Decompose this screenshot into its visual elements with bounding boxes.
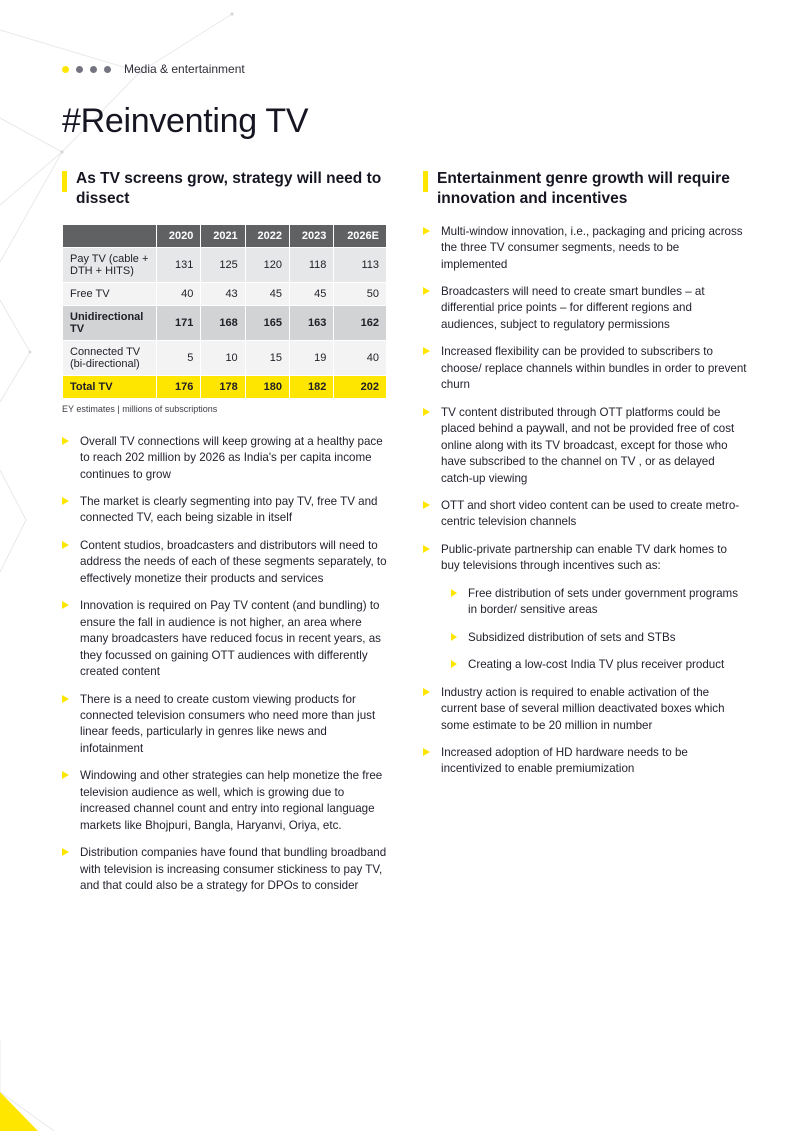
table-cell: 45 [245, 282, 289, 305]
table-cell: 125 [201, 247, 245, 282]
bullet-triangle-icon [62, 848, 69, 856]
bullet-triangle-icon [423, 688, 430, 696]
table-cell: 162 [334, 305, 387, 340]
left-column [62, 169, 387, 906]
left-section-heading [62, 169, 387, 209]
bullet-triangle-icon [423, 408, 430, 416]
table-cell: 182 [290, 375, 334, 398]
table-header-cell: 2022 [245, 224, 289, 247]
list-item [62, 494, 387, 527]
bullet-triangle-icon [62, 437, 69, 445]
left-bullet-list [62, 434, 387, 906]
bullet-triangle-icon [62, 497, 69, 505]
table-cell: 5 [157, 340, 201, 375]
table-cell: 10 [201, 340, 245, 375]
sub-list-item [451, 630, 748, 646]
bullet-triangle-icon [423, 748, 430, 756]
bullet-triangle-icon [62, 771, 69, 779]
bullet-text: OTT and short video content can be used to create metro-centric television channels [441, 499, 740, 529]
dot-icon [90, 66, 97, 73]
table-header-cell: 2021 [201, 224, 245, 247]
table-cell: 180 [245, 375, 289, 398]
list-item [423, 498, 748, 531]
table-cell: 50 [334, 282, 387, 305]
bullet-text: There is a need to create custom viewing products for connected television consumers who need more than just linear feeds, particularly in genres like news and infotainment [80, 692, 376, 755]
bullet-text: Industry action is required to enable activation of the current base of several million deactivated boxes which some estimate to be 20 million in number [441, 685, 725, 732]
right-column [423, 169, 748, 906]
bullet-text: Multi-window innovation, i.e., packaging and pricing across the three TV consumer segments, needs to be implemented [441, 224, 743, 271]
accent-bar [62, 171, 67, 192]
page-title: #Reinventing TV [62, 102, 309, 140]
table-cell: 178 [201, 375, 245, 398]
sub-list-item [451, 586, 748, 619]
right-bullet-list [423, 224, 748, 789]
table-cell: 168 [201, 305, 245, 340]
section-eyebrow [62, 62, 748, 76]
table-header-cell: 2026E [334, 224, 387, 247]
list-item [62, 538, 387, 587]
table-cell: 165 [245, 305, 289, 340]
list-item [423, 745, 748, 778]
table-cell: Unidirectional TV [63, 305, 157, 340]
bullet-triangle-icon [451, 633, 457, 641]
list-item [62, 768, 387, 834]
bullet-triangle-icon [62, 601, 69, 609]
table-cell: 171 [157, 305, 201, 340]
table-header-cell: 2023 [290, 224, 334, 247]
eyebrow-label: Media & entertainment [124, 62, 245, 76]
bullet-triangle-icon [62, 695, 69, 703]
table-cell: 40 [157, 282, 201, 305]
table-row-total [63, 375, 387, 398]
bullet-triangle-icon [451, 589, 457, 597]
bullet-triangle-icon [451, 660, 457, 668]
list-item [423, 224, 748, 273]
bullet-triangle-icon [423, 227, 430, 235]
table-cell: 15 [245, 340, 289, 375]
table-row [63, 282, 387, 305]
bullet-text: Subsidized distribution of sets and STBs [468, 630, 676, 644]
bullet-text: The market is clearly segmenting into pay TV, free TV and connected TV, each being sizable in itself [80, 495, 378, 525]
table-cell: 163 [290, 305, 334, 340]
table-row [63, 305, 387, 340]
table-cell: Connected TV (bi-directional) [63, 340, 157, 375]
table-cell: 19 [290, 340, 334, 375]
table-header-cell [63, 224, 157, 247]
bullet-text: Innovation is required on Pay TV content (and bundling) to ensure the fall in audience is not higher, an area where many broadcasters have reduced focus in recent years, as they focussed on gaining OTT audiences with differently created content [80, 599, 381, 679]
bullet-triangle-icon [62, 541, 69, 549]
table-cell: 118 [290, 247, 334, 282]
table-cell: 131 [157, 247, 201, 282]
list-item [423, 284, 748, 333]
table-caption: EY estimates | millions of subscriptions [62, 403, 218, 414]
table-cell: 40 [334, 340, 387, 375]
corner-triangle-decoration [0, 1092, 38, 1131]
bullet-text: Distribution companies have found that bundling broadband with television is increasing consumer stickiness to pay TV, and that could also be a strategy for DPOs to consider [80, 846, 387, 893]
table-cell: 176 [157, 375, 201, 398]
bullet-text: Broadcasters will need to create smart bundles – at differential price points – for different regions and audiences, subject to regulatory permissions [441, 285, 705, 331]
sub-bullet-list [451, 586, 748, 685]
bullet-text: TV content distributed through OTT platforms could be placed behind a paywall, and not be provided free of cost online along with its TV broadcast, except for those who have subscribed to the channel on TV , or as delayed catch-up viewing [441, 405, 735, 485]
bullet-text: Increased adoption of HD hardware needs to be incentivized to enable premiumization [441, 745, 688, 776]
table-row [63, 340, 387, 375]
sub-list-item [451, 657, 748, 673]
table-cell: 202 [334, 375, 387, 398]
right-section-heading [423, 169, 748, 209]
two-column-layout [62, 169, 748, 906]
list-item [423, 344, 748, 393]
list-item [62, 845, 387, 894]
list-item [423, 405, 748, 487]
bullet-text: Creating a low-cost India TV plus receiver product [468, 658, 725, 672]
list-item [423, 542, 748, 575]
bullet-triangle-icon [423, 287, 430, 295]
tv-subscriptions-table [62, 224, 387, 399]
table-header-cell: 2020 [157, 224, 201, 247]
list-item [62, 434, 387, 483]
table-cell: 45 [290, 282, 334, 305]
bullet-text: Overall TV connections will keep growing at a healthy pace to reach 202 million by 2026 as India's per capita income continues to grow [80, 434, 383, 481]
bullet-text: Public-private partnership can enable TV dark homes to buy televisions through incentives such as: [441, 542, 727, 573]
bullet-triangle-icon [423, 347, 430, 355]
table-cell: 120 [245, 247, 289, 282]
table-cell: Total TV [63, 375, 157, 398]
list-item [62, 598, 387, 680]
bullet-text: Content studios, broadcasters and distributors will need to address the needs of each of these segments separately, to effectively monetize their products and services [80, 538, 387, 585]
list-item [62, 692, 387, 758]
list-item [423, 685, 748, 734]
bullet-triangle-icon [423, 545, 430, 553]
right-section-heading-text: Entertainment genre growth will require innovation and incentives [437, 170, 730, 207]
table-header-row [63, 224, 387, 247]
table-cell: Free TV [63, 282, 157, 305]
table-row [63, 247, 387, 282]
bullet-text: Free distribution of sets under government programs in border/ sensitive areas [468, 586, 739, 617]
bullet-text: Increased flexibility can be provided to subscribers to choose/ replace channels within bundles in order to prevent churn [441, 345, 747, 392]
table-cell: Pay TV (cable + DTH + HITS) [63, 247, 157, 282]
accent-bar [423, 171, 428, 192]
table-cell: 43 [201, 282, 245, 305]
bullet-text: Windowing and other strategies can help monetize the free television audience as well, which is growing due to increased channel count and entry into regional language markets like Bhojpuri, Bangla, Haryanvi, Oriya, etc. [80, 769, 383, 832]
table-cell: 113 [334, 247, 387, 282]
dot-icon [76, 66, 83, 73]
left-section-heading-text: As TV screens grow, strategy will need to dissect [76, 170, 382, 207]
dot-icon [62, 66, 69, 73]
bullet-triangle-icon [423, 501, 430, 509]
dot-icon [104, 66, 111, 73]
